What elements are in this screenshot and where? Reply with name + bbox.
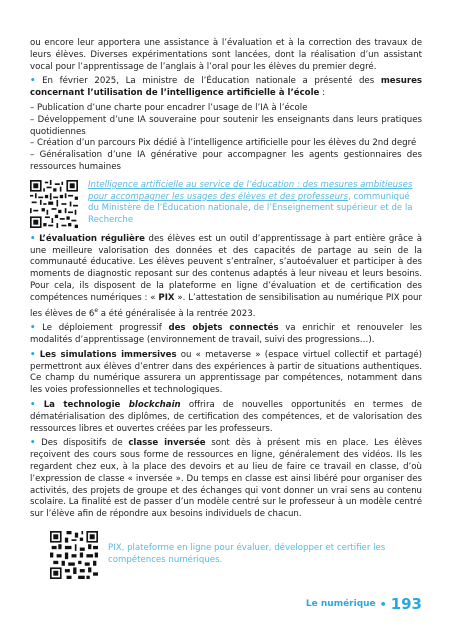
bullet-icon: • — [30, 233, 36, 244]
link-ia-measures[interactable]: Intelligence artificielle au service de l’éducation : des mesures ambitieuses pour accompagner les usages des élèves et des professeurs — [88, 179, 413, 202]
bullet-icon: • — [30, 349, 36, 360]
paragraph-flipped-classroom: • Des dispositifs de classe inversée sont dès à présent mis en place. Les élèves reçoivent des cours sous forme de ressources en ligne, généralement des vidéos. Ils les regardent chez eux, à la place des devoirs et au lieu de faire ce travail en classe, d’où l’expression de classe « inversée ». Du temps en classe est ainsi libéré pour organiser des activités, des projets de groupe et des échanges qui vont donner un vrai sens au contenu scolaire. La finalité est de passer d’un modèle centré sur le professeur à un modèle centré sur l’élève afin de répondre aux besoins individuels de chacun. — [30, 438, 423, 520]
page-content — [30, 38, 422, 585]
qr-code-icon[interactable] — [50, 531, 98, 579]
paragraph-measures: • En février 2025, La ministre de l’Éducation nationale a présenté des mesures concernant l’utilisation de l’intelligence artificielle à l’école : — [30, 76, 423, 99]
qr-caption-pix: PIX, plateforme en ligne pour évaluer, développer et certifier les compétences numériques. — [108, 542, 386, 565]
list-item: – Création d’un parcours Pix dédié à l’intelligence artificielle pour les élèves du 2nd degré — [30, 138, 417, 149]
bullet-icon: • — [379, 597, 387, 611]
list-item: – Publication d’une charte pour encadrer l’usage de l’IA à l’école — [30, 102, 308, 113]
paragraph-blockchain: • La technologie blockchain offrira de nouvelles opportunités en termes de dématérialisation des diplômes, de certification des compétences, et de valorisation des ressources libres et ouvertes créées par les professeurs. — [30, 399, 422, 434]
qr-code-icon[interactable] — [30, 180, 78, 228]
paragraph-objects: • Le déploiement progressif des objets connectés va enrichir et renouveler les modalités d’apprentissage (environnement de travail, suivi des progressions…). — [30, 323, 423, 345]
qr-caption-ia: Intelligence artificielle au service de l’éducation : des mesures ambitieuses pour accompagner les usages des élèves et des professeurs, communiqué du Ministère de l’Éducation nationale, de l’Enseignement supérieur et de la Recherche — [88, 179, 413, 226]
bullet-icon: • — [30, 323, 36, 334]
page-footer — [306, 595, 422, 613]
paragraph-intro: ou encore leur apportera une assistance à l’évaluation et à la correction des travaux de leurs élèves. Diverses expérimentations sont lancées, dont la réalisation d’un assistant vocal pour l’apprentissage de l’anglais à l’oral pour les élèves du premier degré. — [30, 38, 422, 72]
list-item: – Généralisation d’une IA générative pour accompagner les agents gestionnaires des ressources humaines — [30, 150, 422, 172]
paragraph-simulations: • Les simulations immersives ou « metaverse » (espace virtuel collectif et partagé) permettront aux élèves d’entrer dans des expériences à partir de situations authentiques. Ce champ du numérique assurera un apprentissage par compétences, notamment dans les voies professionnelles et technologiques. — [30, 349, 422, 396]
qr-block-pix — [50, 531, 422, 579]
bullet-icon: • — [30, 399, 36, 410]
measures-list — [30, 103, 422, 174]
paragraph-evaluation: • L’évaluation régulière des élèves est un outil d’apprentissage à part entière grâce à une meilleure valorisation des données et des capacités de partage au sein de la communauté éducative. Les élèves peuvent s’entraîner, s’autoévaluer et participer à des moments de diagnostic reposant sur des contenus adaptés à leur niveau et leurs besoins. Pour cela, ils disposent de la plateforme en ligne d’évaluation et de certification des compétences numériques : « PIX ». L’attestation de sensibilisation au numérique PIX pour les élèves de 6e a été généralisée à la rentrée 2023. — [30, 233, 422, 319]
page-number: 193 — [390, 595, 422, 613]
bullet-icon: • — [30, 76, 36, 87]
bullet-icon: • — [30, 438, 36, 449]
section-label: Le numérique — [305, 599, 376, 609]
list-item: – Développement d’une IA souveraine pour soutenir les enseignants dans leurs pratiques quotidiennes — [30, 114, 422, 137]
qr-block-ia — [30, 180, 422, 228]
